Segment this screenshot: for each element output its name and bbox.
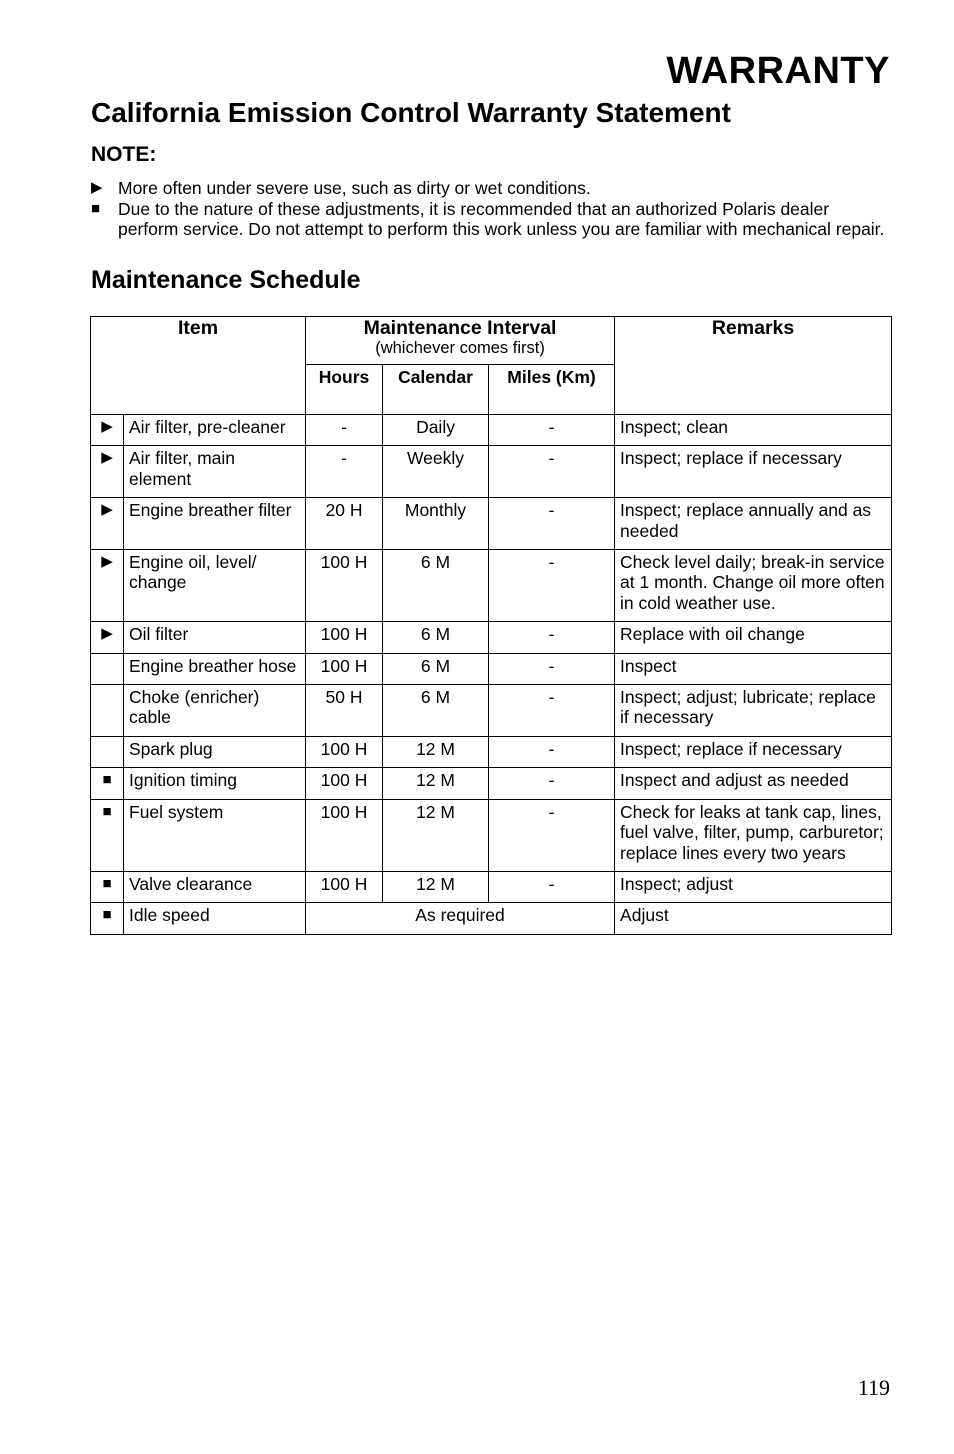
calendar-cell: 12 M	[383, 768, 489, 799]
header-remarks: Remarks	[615, 317, 892, 415]
remarks-cell: Inspect; replace if necessary	[615, 446, 892, 498]
triangle-right-icon: ▶	[91, 415, 124, 446]
item-cell: Spark plug	[124, 736, 306, 767]
table-row	[91, 550, 892, 622]
hours-cell: -	[306, 446, 383, 498]
miles-cell: -	[489, 498, 615, 550]
triangle-right-icon: ▶	[91, 498, 124, 550]
remarks-cell: Replace with oil change	[615, 622, 892, 653]
table-row	[91, 446, 892, 498]
hours-cell: -	[306, 415, 383, 446]
hours-cell: 100 H	[306, 550, 383, 622]
table-row	[91, 415, 892, 446]
remarks-cell: Inspect; adjust	[615, 871, 892, 902]
table-row	[91, 653, 892, 684]
remarks-cell: Adjust	[615, 903, 892, 934]
item-cell: Fuel system	[124, 799, 306, 871]
miles-cell: -	[489, 415, 615, 446]
hours-cell: 100 H	[306, 622, 383, 653]
table-row	[91, 903, 892, 934]
hours-cell: 100 H	[306, 799, 383, 871]
item-cell: Idle speed	[124, 903, 306, 934]
table-row	[91, 871, 892, 902]
remarks-cell: Check for leaks at tank cap, lines, fuel valve, filter, pump, carburetor; replace lines every two years	[615, 799, 892, 871]
miles-cell: -	[489, 653, 615, 684]
calendar-cell: Monthly	[383, 498, 489, 550]
miles-cell: -	[489, 736, 615, 767]
remarks-cell: Inspect; clean	[615, 415, 892, 446]
table-row	[91, 799, 892, 871]
marker-cell	[91, 736, 124, 767]
header-hours: Hours	[306, 365, 383, 415]
calendar-cell: 12 M	[383, 736, 489, 767]
note-item	[91, 178, 891, 199]
triangle-right-icon: ▶	[91, 179, 103, 196]
note-text: More often under severe use, such as dirty or wet conditions.	[118, 178, 591, 198]
item-cell: Oil filter	[124, 622, 306, 653]
miles-cell: -	[489, 768, 615, 799]
calendar-cell: 6 M	[383, 653, 489, 684]
note-item	[91, 199, 891, 240]
miles-cell: -	[489, 550, 615, 622]
section-title: California Emission Control Warranty Statement	[91, 97, 731, 128]
hours-cell: 100 H	[306, 736, 383, 767]
header-maintenance-interval: Maintenance Interval (whichever comes first)	[306, 317, 615, 365]
table-body	[91, 415, 892, 935]
remarks-cell: Inspect	[615, 653, 892, 684]
triangle-right-icon: ▶	[91, 550, 124, 622]
square-icon: ■	[91, 871, 124, 902]
table-row	[91, 498, 892, 550]
header-miles: Miles (Km)	[489, 365, 615, 415]
maintenance-schedule-title: Maintenance Schedule	[91, 266, 361, 294]
item-cell: Air filter, pre-cleaner	[124, 415, 306, 446]
square-icon: ■	[91, 199, 101, 217]
remarks-cell: Check level daily; break-in service at 1 month. Change oil more often in cold weather use.	[615, 550, 892, 622]
item-cell: Choke (enricher) cable	[124, 685, 306, 737]
calendar-cell: 12 M	[383, 799, 489, 871]
item-cell: Valve clearance	[124, 871, 306, 902]
table-row	[91, 622, 892, 653]
page-header-title: WARRANTY	[666, 50, 890, 92]
header-calendar: Calendar	[383, 365, 489, 415]
calendar-cell: 6 M	[383, 550, 489, 622]
header-item: Item	[91, 317, 306, 415]
calendar-cell: 6 M	[383, 622, 489, 653]
hours-cell: 20 H	[306, 498, 383, 550]
triangle-right-icon: ▶	[91, 622, 124, 653]
note-list	[91, 178, 891, 240]
remarks-cell: Inspect; replace if necessary	[615, 736, 892, 767]
miles-cell: -	[489, 799, 615, 871]
table-row	[91, 768, 892, 799]
triangle-right-icon: ▶	[91, 446, 124, 498]
note-label: NOTE:	[91, 143, 157, 166]
calendar-cell: Daily	[383, 415, 489, 446]
miles-cell: -	[489, 871, 615, 902]
item-cell: Engine oil, level/ change	[124, 550, 306, 622]
hours-cell: 100 H	[306, 653, 383, 684]
marker-cell	[91, 685, 124, 737]
miles-cell: -	[489, 446, 615, 498]
note-text: Due to the nature of these adjustments, it is recommended that an authorized Polaris dealer perform service. Do not attempt to perform this work unless you are familiar with mechanical repair.	[118, 198, 885, 239]
calendar-cell: Weekly	[383, 446, 489, 498]
item-cell: Engine breather filter	[124, 498, 306, 550]
page-number: 119	[857, 1375, 890, 1400]
item-cell: Engine breather hose	[124, 653, 306, 684]
hours-cell: 50 H	[306, 685, 383, 737]
item-cell: Air filter, main element	[124, 446, 306, 498]
table-header-row	[91, 317, 892, 365]
calendar-cell: 12 M	[383, 871, 489, 902]
square-icon: ■	[91, 799, 124, 871]
square-icon: ■	[91, 903, 124, 934]
remarks-cell: Inspect; replace annually and as needed	[615, 498, 892, 550]
remarks-cell: Inspect; adjust; lubricate; replace if necessary	[615, 685, 892, 737]
table-row	[91, 736, 892, 767]
remarks-cell: Inspect and adjust as needed	[615, 768, 892, 799]
interval-cell: As required	[306, 903, 615, 934]
miles-cell: -	[489, 685, 615, 737]
hours-cell: 100 H	[306, 768, 383, 799]
marker-cell	[91, 653, 124, 684]
hours-cell: 100 H	[306, 871, 383, 902]
maintenance-schedule-table	[90, 316, 892, 935]
table-row	[91, 685, 892, 737]
miles-cell: -	[489, 622, 615, 653]
calendar-cell: 6 M	[383, 685, 489, 737]
square-icon: ■	[91, 768, 124, 799]
item-cell: Ignition timing	[124, 768, 306, 799]
